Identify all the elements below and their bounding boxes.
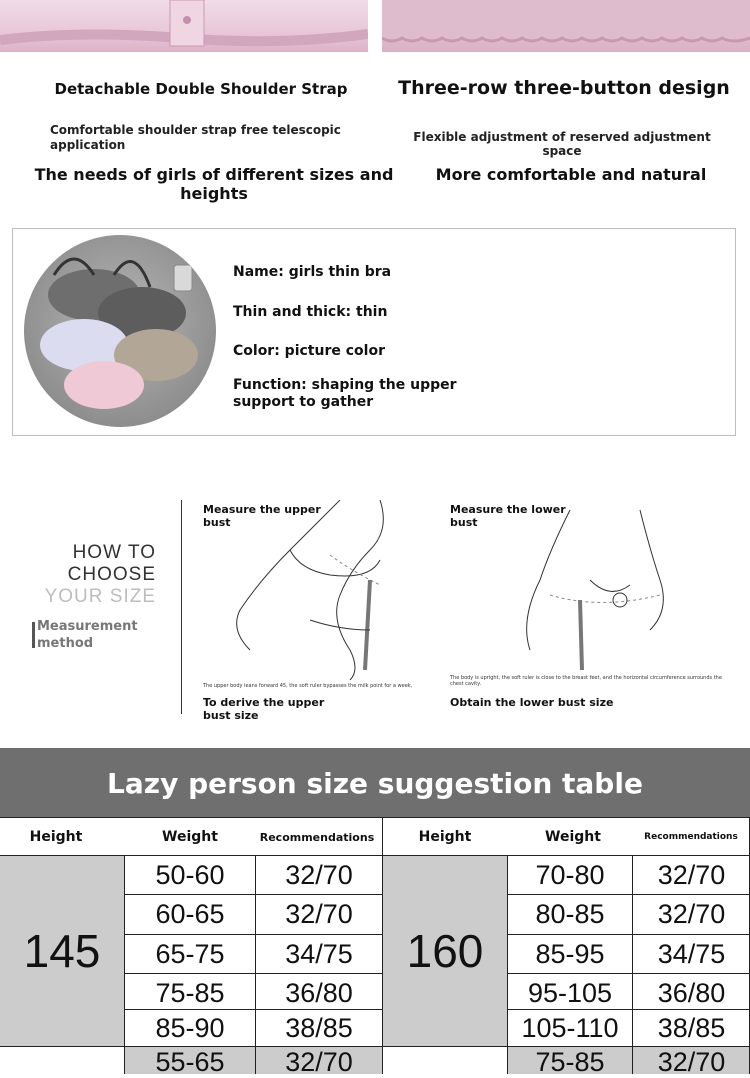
table-cell-weight: 85-90	[155, 1012, 225, 1043]
feature-strap-subtitle: Comfortable shoulder strap free telescopic application	[50, 123, 341, 152]
table-cell-weight: 70-80	[535, 859, 605, 890]
table-cell-weight: 75-85	[155, 977, 225, 1008]
table-cell-size: 34/75	[285, 938, 353, 969]
how-to-line1: HOW TO	[72, 542, 156, 563]
table-cell-size-partial: 32/70	[256, 1047, 382, 1074]
lower-bust-note: The body is upright, the soft ruler is close to the breast feet, and the horizontal circumference surrounds the chest cavity.	[450, 675, 722, 687]
grid-line	[507, 973, 750, 974]
table-cell-weight-partial: 75-85	[508, 1047, 632, 1074]
product-photo-bras	[24, 235, 216, 427]
upper-bust-note: The upper body leans forward 45, the soft ruler bypasses the milk point for a week,	[203, 683, 413, 689]
size-table-title: Lazy person size suggestion table	[0, 748, 750, 818]
table-cell-weight: 95-105	[527, 977, 613, 1008]
feature-strap-title: Detachable Double Shoulder Strap	[54, 80, 348, 98]
feature-buttons-caption: More comfortable and natural	[435, 165, 707, 184]
height-cell-right: 160	[383, 856, 507, 1046]
table-cell-weight: 105-110	[521, 1012, 619, 1043]
table-cell-size: 34/75	[657, 938, 726, 969]
product-function: Function: shaping the upper support to gather	[233, 377, 457, 410]
table-cell-size: 32/70	[657, 898, 726, 929]
lower-bust-illustration	[510, 500, 680, 675]
table-cell-weight: 85-95	[535, 938, 605, 969]
header-weight-left: Weight	[162, 829, 218, 845]
grid-line	[507, 894, 750, 895]
height-cell-left: 145	[0, 856, 124, 1046]
grid-line	[507, 855, 508, 1074]
product-name: Name: girls thin bra	[233, 264, 392, 280]
table-cell-size: 32/70	[285, 859, 353, 890]
grid-line	[124, 973, 383, 974]
header-rec-left: Recommendations	[259, 830, 375, 844]
grid-line	[632, 855, 633, 1074]
table-cell-size: 38/85	[285, 1012, 353, 1043]
table-cell-size: 32/70	[657, 859, 726, 890]
table-cell-size: 38/85	[657, 1012, 726, 1043]
header-rec-right: Recommendations	[644, 832, 738, 842]
how-to-line2: CHOOSE	[67, 564, 156, 585]
grid-line	[382, 817, 383, 1074]
how-to-choose-heading	[30, 542, 156, 608]
table-cell-size: 36/80	[657, 977, 726, 1008]
grid-line	[124, 894, 383, 895]
table-cell-size-partial: 32/70	[633, 1047, 750, 1074]
product-thickness: Thin and thick: thin	[233, 304, 388, 320]
table-cell-weight: 80-85	[535, 898, 605, 929]
feature-buttons-title: Three-row three-button design	[398, 77, 730, 99]
upper-bust-result: To derive the upper bust size	[203, 696, 325, 722]
table-cell-weight: 65-75	[155, 938, 225, 969]
grid-line	[507, 1009, 750, 1010]
table-cell-size: 36/80	[285, 977, 353, 1008]
grid-line	[507, 934, 750, 935]
grid-line	[0, 1046, 750, 1047]
header-height-right: Height	[418, 829, 472, 845]
divider-line	[181, 500, 182, 714]
product-info-box	[12, 228, 736, 436]
feature-buttons-subtitle: Flexible adjustment of reserved adjustment space	[413, 130, 711, 158]
grid-line	[255, 855, 256, 1074]
grid-line	[124, 855, 125, 1074]
table-cell-weight-partial: 55-65	[125, 1047, 255, 1074]
lower-bust-title: Measure the lower bust	[450, 503, 566, 529]
lower-bust-result: Obtain the lower bust size	[450, 696, 614, 709]
feature-strap-caption: The needs of girls of different sizes and heights	[34, 165, 394, 203]
measurement-method-label: Measurement method	[37, 619, 138, 651]
upper-bust-illustration	[230, 500, 430, 680]
header-height-left: Height	[29, 829, 83, 845]
grid-line	[124, 934, 383, 935]
table-cell-weight: 50-60	[155, 859, 225, 890]
table-cell-size: 32/70	[285, 898, 353, 929]
grid-line	[0, 817, 750, 818]
grid-line	[0, 855, 750, 856]
upper-bust-title: Measure the upper bust	[203, 503, 321, 529]
header-weight-right: Weight	[545, 829, 601, 845]
how-to-line3: YOUR SIZE	[44, 586, 156, 607]
table-cell-weight: 60-65	[155, 898, 225, 929]
product-photo-strap	[0, 0, 368, 52]
grid-line	[124, 1009, 383, 1010]
method-bar	[32, 622, 35, 648]
product-photo-hooks	[382, 0, 750, 52]
product-color: Color: picture color	[233, 343, 385, 359]
